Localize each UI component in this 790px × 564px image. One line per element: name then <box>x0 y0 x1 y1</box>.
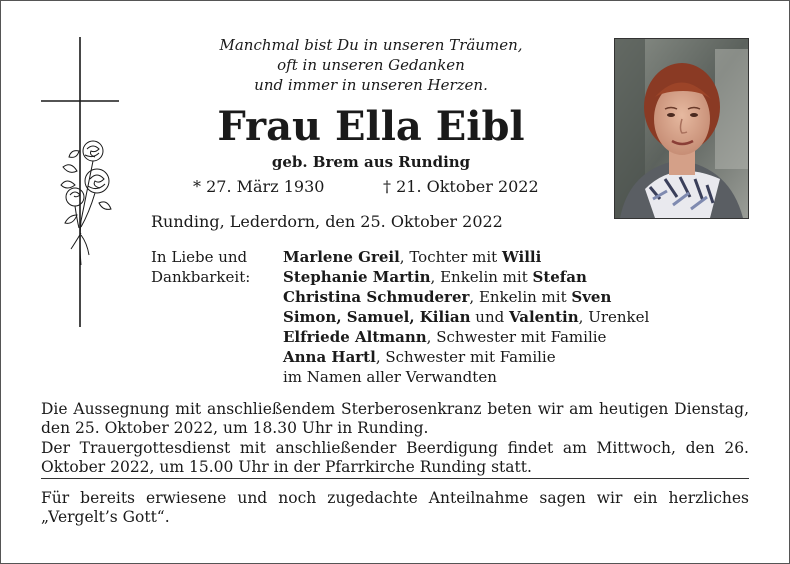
mourner-partner: Willi <box>501 248 542 266</box>
mourners-list <box>283 247 649 387</box>
deceased-name: Frau Ella Eibl <box>217 103 525 150</box>
mourner-partner: Sven <box>571 288 612 306</box>
mourner-tail: , Urenkel <box>578 308 650 326</box>
mourner-name: Elfriede Altmann <box>283 328 427 346</box>
mourner-relation: im Namen aller Verwandten <box>283 368 497 386</box>
portrait-image <box>615 39 748 218</box>
place-date: Runding, Lederdorn, den 25. Oktober 2022 <box>151 212 503 231</box>
paragraph-thanks: Für bereits erwiesene und noch zugedachte Anteilnahme sagen wir ein herzliches „Vergelt’s Gott“. <box>41 489 749 526</box>
mourner-partner: Stefan <box>532 268 587 286</box>
mourner-row <box>283 327 649 347</box>
birth-date: * 27. März 1930 <box>193 177 325 196</box>
rose-icon <box>55 137 115 267</box>
mourner-row <box>283 287 649 307</box>
mourner-relation: und <box>470 308 509 326</box>
divider <box>41 478 749 479</box>
mourner-partner: Valentin <box>509 308 579 326</box>
mourners-label-line: In Liebe und <box>151 248 248 266</box>
death-date: † 21. Oktober 2022 <box>383 177 539 196</box>
mourner-row <box>283 367 649 387</box>
mourner-name: Christina Schmuderer <box>283 288 470 306</box>
mourners-label-line: Dankbarkeit: <box>151 268 251 286</box>
maiden-name: geb. Brem aus Runding <box>271 153 471 171</box>
paragraph-funeral: Der Trauergottesdienst mit anschließender Beerdigung findet am Mittwoch, den 26. Oktober 2022, um 15.00 Uhr in der Pfarrkirche Runding statt. <box>41 439 749 476</box>
mourner-relation: , Schwester mit Familie <box>375 348 556 366</box>
mourner-relation: , Schwester mit Familie <box>426 328 607 346</box>
poem-line: Manchmal bist Du in unseren Träumen, <box>219 36 523 54</box>
mourner-row <box>283 267 649 287</box>
mourner-row <box>283 307 649 327</box>
poem <box>151 35 591 95</box>
mourner-relation: , Tochter mit <box>399 248 502 266</box>
portrait-photo <box>614 38 749 219</box>
mourner-name: Anna Hartl <box>283 348 376 366</box>
paragraph-blessing: Die Aussegnung mit anschließendem Sterberosenkranz beten wir am heutigen Dienstag, den 25. Oktober 2022, um 18.30 Uhr in Runding. <box>41 400 749 437</box>
mourners-label <box>151 247 250 287</box>
poem-line: und immer in unseren Herzen. <box>254 76 488 94</box>
mourner-name: Simon, Samuel, Kilian <box>283 308 471 326</box>
mourner-name: Marlene Greil <box>283 248 400 266</box>
mourner-name: Stephanie Martin <box>283 268 431 286</box>
mourner-row <box>283 247 649 267</box>
mourner-relation: , Enkelin mit <box>430 268 533 286</box>
poem-line: oft in unseren Gedanken <box>277 56 465 74</box>
mourner-row <box>283 347 649 367</box>
mourner-relation: , Enkelin mit <box>469 288 572 306</box>
